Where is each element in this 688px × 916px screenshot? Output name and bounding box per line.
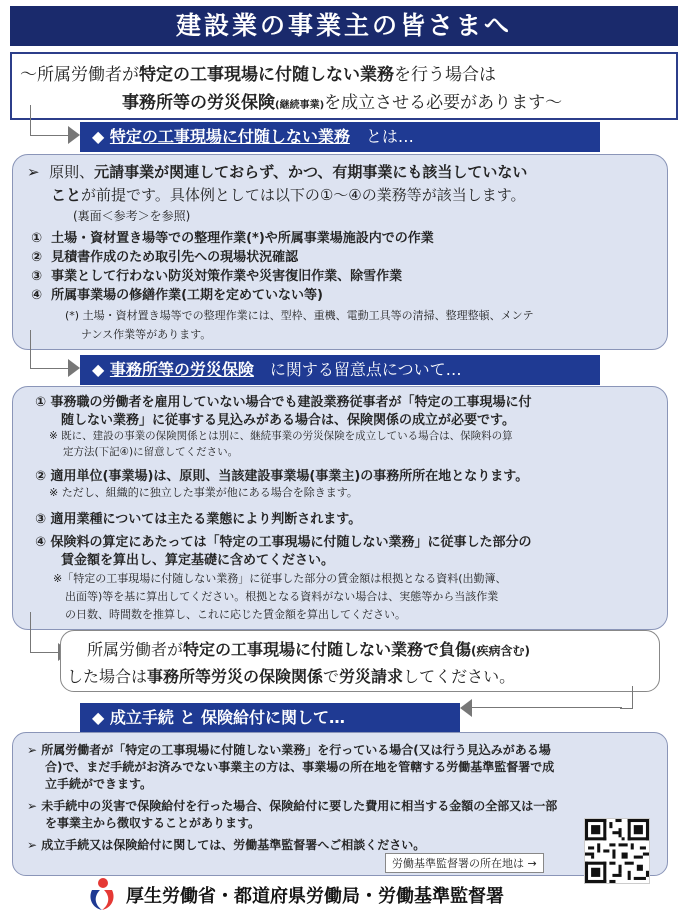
connector-arrow [620,686,633,709]
text: 所属労働者が [87,640,184,659]
arrow-head-icon [460,699,472,717]
list-item [31,227,434,246]
highlight: 事務所等労災の保険関係 [147,667,324,686]
intro-text: 〜所属労働者が [20,65,139,85]
page-title: 建設業の事業主の皆さまへ [10,6,678,46]
connector-arrow [30,612,61,653]
point-text: ④ 保険料の算定にあたっては「特定の工事現場に付随しない業務」に従事した部分の [35,535,532,550]
text: を事業主から徴収することがあります。 [45,816,261,830]
point-text: 随しない業務」に従事する見込みがある場合は、保険関係の成立が必要です。 [61,413,515,428]
section2-header: ◆ 事務所等の労災保険 に関する留意点について… [80,355,600,385]
footnote: ナンス作業等があります。 [81,328,212,341]
section1-header: ◆ 特定の工事現場に付随しない業務 とは… [80,122,600,152]
point-note: ※ ただし、組織的に独立した事業が他にある場合を除きます。 [49,486,358,499]
text: 原則、 [49,163,95,181]
connector-arrow [30,105,71,136]
intro-line-2 [122,88,562,113]
point-text: ① 事務職の労働者を雇用していない場合でも建設業務従事者が「特定の工事現場に付 [35,395,532,410]
arrow-head-icon [68,126,80,144]
item-number: ② [31,250,43,265]
office-locator-link[interactable]: 労働基準監督署の所在地は → [385,853,544,873]
bullet-item [27,836,425,853]
solution-box [60,630,660,692]
highlight: こと [51,186,82,204]
small-text: (疾病含む) [471,644,531,658]
point-note: ※「特定の工事現場に付随しない業務」に従事した部分の賃金額は根拠となる資料(出勤簿、 [53,572,507,585]
point-note: ※ 既に、建設の事業の保険関係とは別に、継続事業の労災保険を成立している場合は、保険料の算 [49,430,513,442]
intro-small: (継続事業) [275,100,325,111]
intro-line-1 [20,60,496,85]
item-text: 見積書作成のため取引先への現場状況確認 [51,250,299,265]
section1-box [12,154,668,350]
section1-header-rest: とは… [365,127,414,146]
section1-para-line [27,161,527,182]
text: で [323,667,340,686]
section3-header-title: 成立手続 と 保険給付に関して… [109,708,346,727]
highlight: 特定の工事現場に付随しない業務で負傷 [183,640,472,659]
text: 所属労働者が「特定の工事現場に付随しない業務」を行っている場合(又は行う見込みがある場 [41,743,551,757]
item-number: ③ [31,269,43,284]
item-number: ① [31,231,43,246]
highlight: 労災請求 [339,667,404,686]
solution-line-1 [87,637,530,660]
intro-text: を行う場合は [394,65,496,85]
section1-header-title: 特定の工事現場に付随しない業務 [109,127,350,146]
section2-box [12,386,668,630]
item-text: 所属事業場の修繕作業(工期を定めていない等) [51,288,323,303]
intro-highlight: 事務所等の労災保険 [122,93,275,113]
highlight: 元請事業が関連しておらず、かつ、有期事業にも該当していない [94,163,528,181]
bullet-arrow-icon: ➢ [27,163,40,181]
point-note: の日数、時間数を推算し、これに応じた賃金額を算出してください。 [65,608,406,621]
section2-header-title: 事務所等の労災保険 [109,360,254,379]
bullet-arrow-icon: ➢ [27,799,38,813]
intro-box [10,52,678,120]
footer-org-name: 厚生労働省・都道府県労働局・労働基準監督署 [126,886,504,907]
list-item [31,284,323,303]
item-number: ④ [31,288,43,303]
text: 立手続ができます。 [45,777,153,791]
item-text: 事業として行わない防災対策作業や災害復旧作業、除雪作業 [51,269,403,284]
solution-line-2 [67,664,515,687]
point-text: ③ 適用業種については主たる業態により判断されます。 [35,512,362,527]
bullet-item [27,797,557,814]
intro-highlight: 特定の工事現場に付随しない業務 [139,65,394,85]
section3-header: ◆ 成立手続 と 保険給付に関して… [80,703,460,733]
qr-code-icon[interactable] [584,818,650,884]
section1-para-line [51,184,526,205]
connector-arrow [30,330,71,369]
point-text: 賃金額を算出し、算定基礎に含めてください。 [61,553,335,568]
bullet-item [27,741,551,758]
intro-text: を成立させる必要があります〜 [324,93,563,113]
item-text: 土場・資材置き場等での整理作業(*)や所属事業場施設内での作業 [51,231,434,246]
point-note: 定方法(下記④)に留意してください。 [63,446,239,458]
list-item [31,265,402,284]
text: が前提です。具体例としては以下の①〜④の業務等が該当します。 [81,186,526,204]
bullet-arrow-icon: ➢ [27,838,38,852]
text: 合)で、まだ手続がお済みでない事業主の方は、事業場の所在地を管轄する労働基準監督署で成 [45,760,555,774]
footnote: (*) 土場・資材置き場等での整理作業には、型枠、重機、電動工具等の清掃、整理整頓、メンテ [65,309,534,322]
list-item [31,246,298,265]
reference-note: (裏面＜参考＞を参照) [73,209,191,223]
text: した場合は [67,667,148,686]
arrow-head-icon [68,359,80,377]
text: 成立手続又は保険給付に関しては、労働基準監督署へご相談ください。 [41,838,426,852]
mhlw-logo-icon [86,876,118,912]
text: 未手続中の災害で保険給付を行った場合、保険給付に要した費用に相当する金額の全部又は一部 [41,799,558,813]
connector-arrow [470,707,622,708]
point-note: 出面等)等を基に算出してください。根拠となる資料がない場合は、実態等から当該作業 [65,590,499,603]
bullet-arrow-icon: ➢ [27,743,38,757]
point-text: ② 適用単位(事業場)は、原則、当該建設事業場(事業主)の事務所所在地となります。 [35,469,529,484]
section3-box [12,732,668,876]
text: してください。 [403,667,516,686]
section2-header-rest: に関する留意点について… [269,360,462,379]
